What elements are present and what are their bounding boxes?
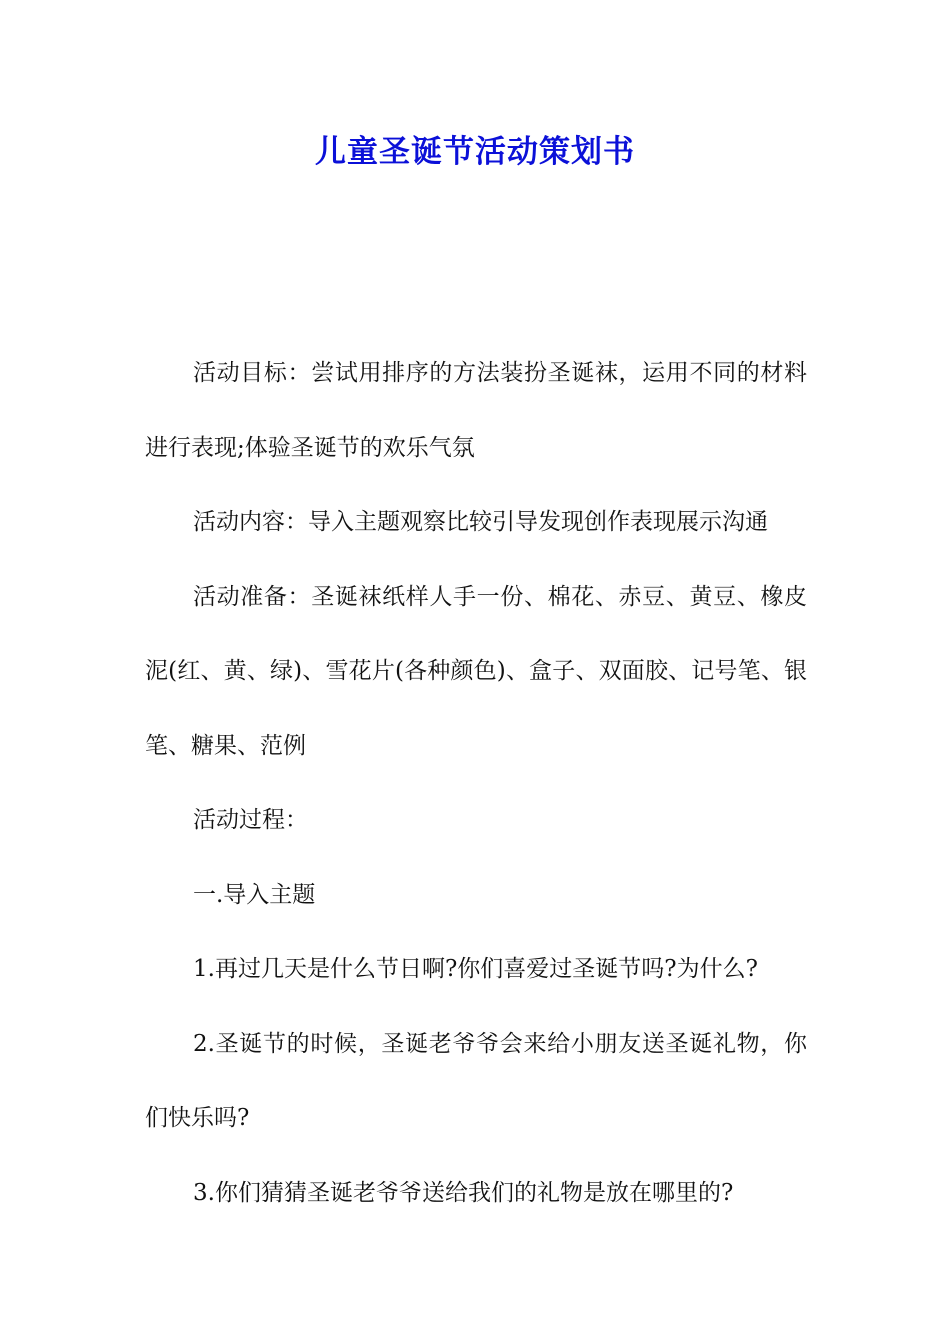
paragraph-activity-preparation: 活动准备：圣诞袜纸样人手一份、棉花、赤豆、黄豆、橡皮泥(红、黄、绿)、雪花片(各种颜色)、盒子、双面胶、记号笔、银笔、糖果、范例 (145, 583, 807, 759)
paragraph-activity-content: 活动内容：导入主题观察比较引导发现创作表现展示沟通 (193, 509, 768, 535)
paragraph-step-3: 3.你们猜猜圣诞老爷爷送给我们的礼物是放在哪里的? (193, 1179, 734, 1206)
paragraph-section-heading: 一.导入主题 (193, 881, 316, 908)
paragraph-activity-goal: 活动目标：尝试用排序的方法装扮圣诞袜，运用不同的材料进行表现;体验圣诞节的欢乐气氛 (145, 360, 807, 461)
document-title: 儿童圣诞节活动策划书 (315, 134, 635, 170)
paragraph-step-2: 2.圣诞节的时候，圣诞老爷爷会来给小朋友送圣诞礼物，你们快乐吗? (145, 1030, 807, 1131)
paragraph-step-1: 1.再过几天是什么节日啊?你们喜爱过圣诞节吗?为什么? (193, 956, 758, 982)
document-body (145, 336, 807, 1230)
paragraph-activity-process: 活动过程： (193, 807, 308, 833)
